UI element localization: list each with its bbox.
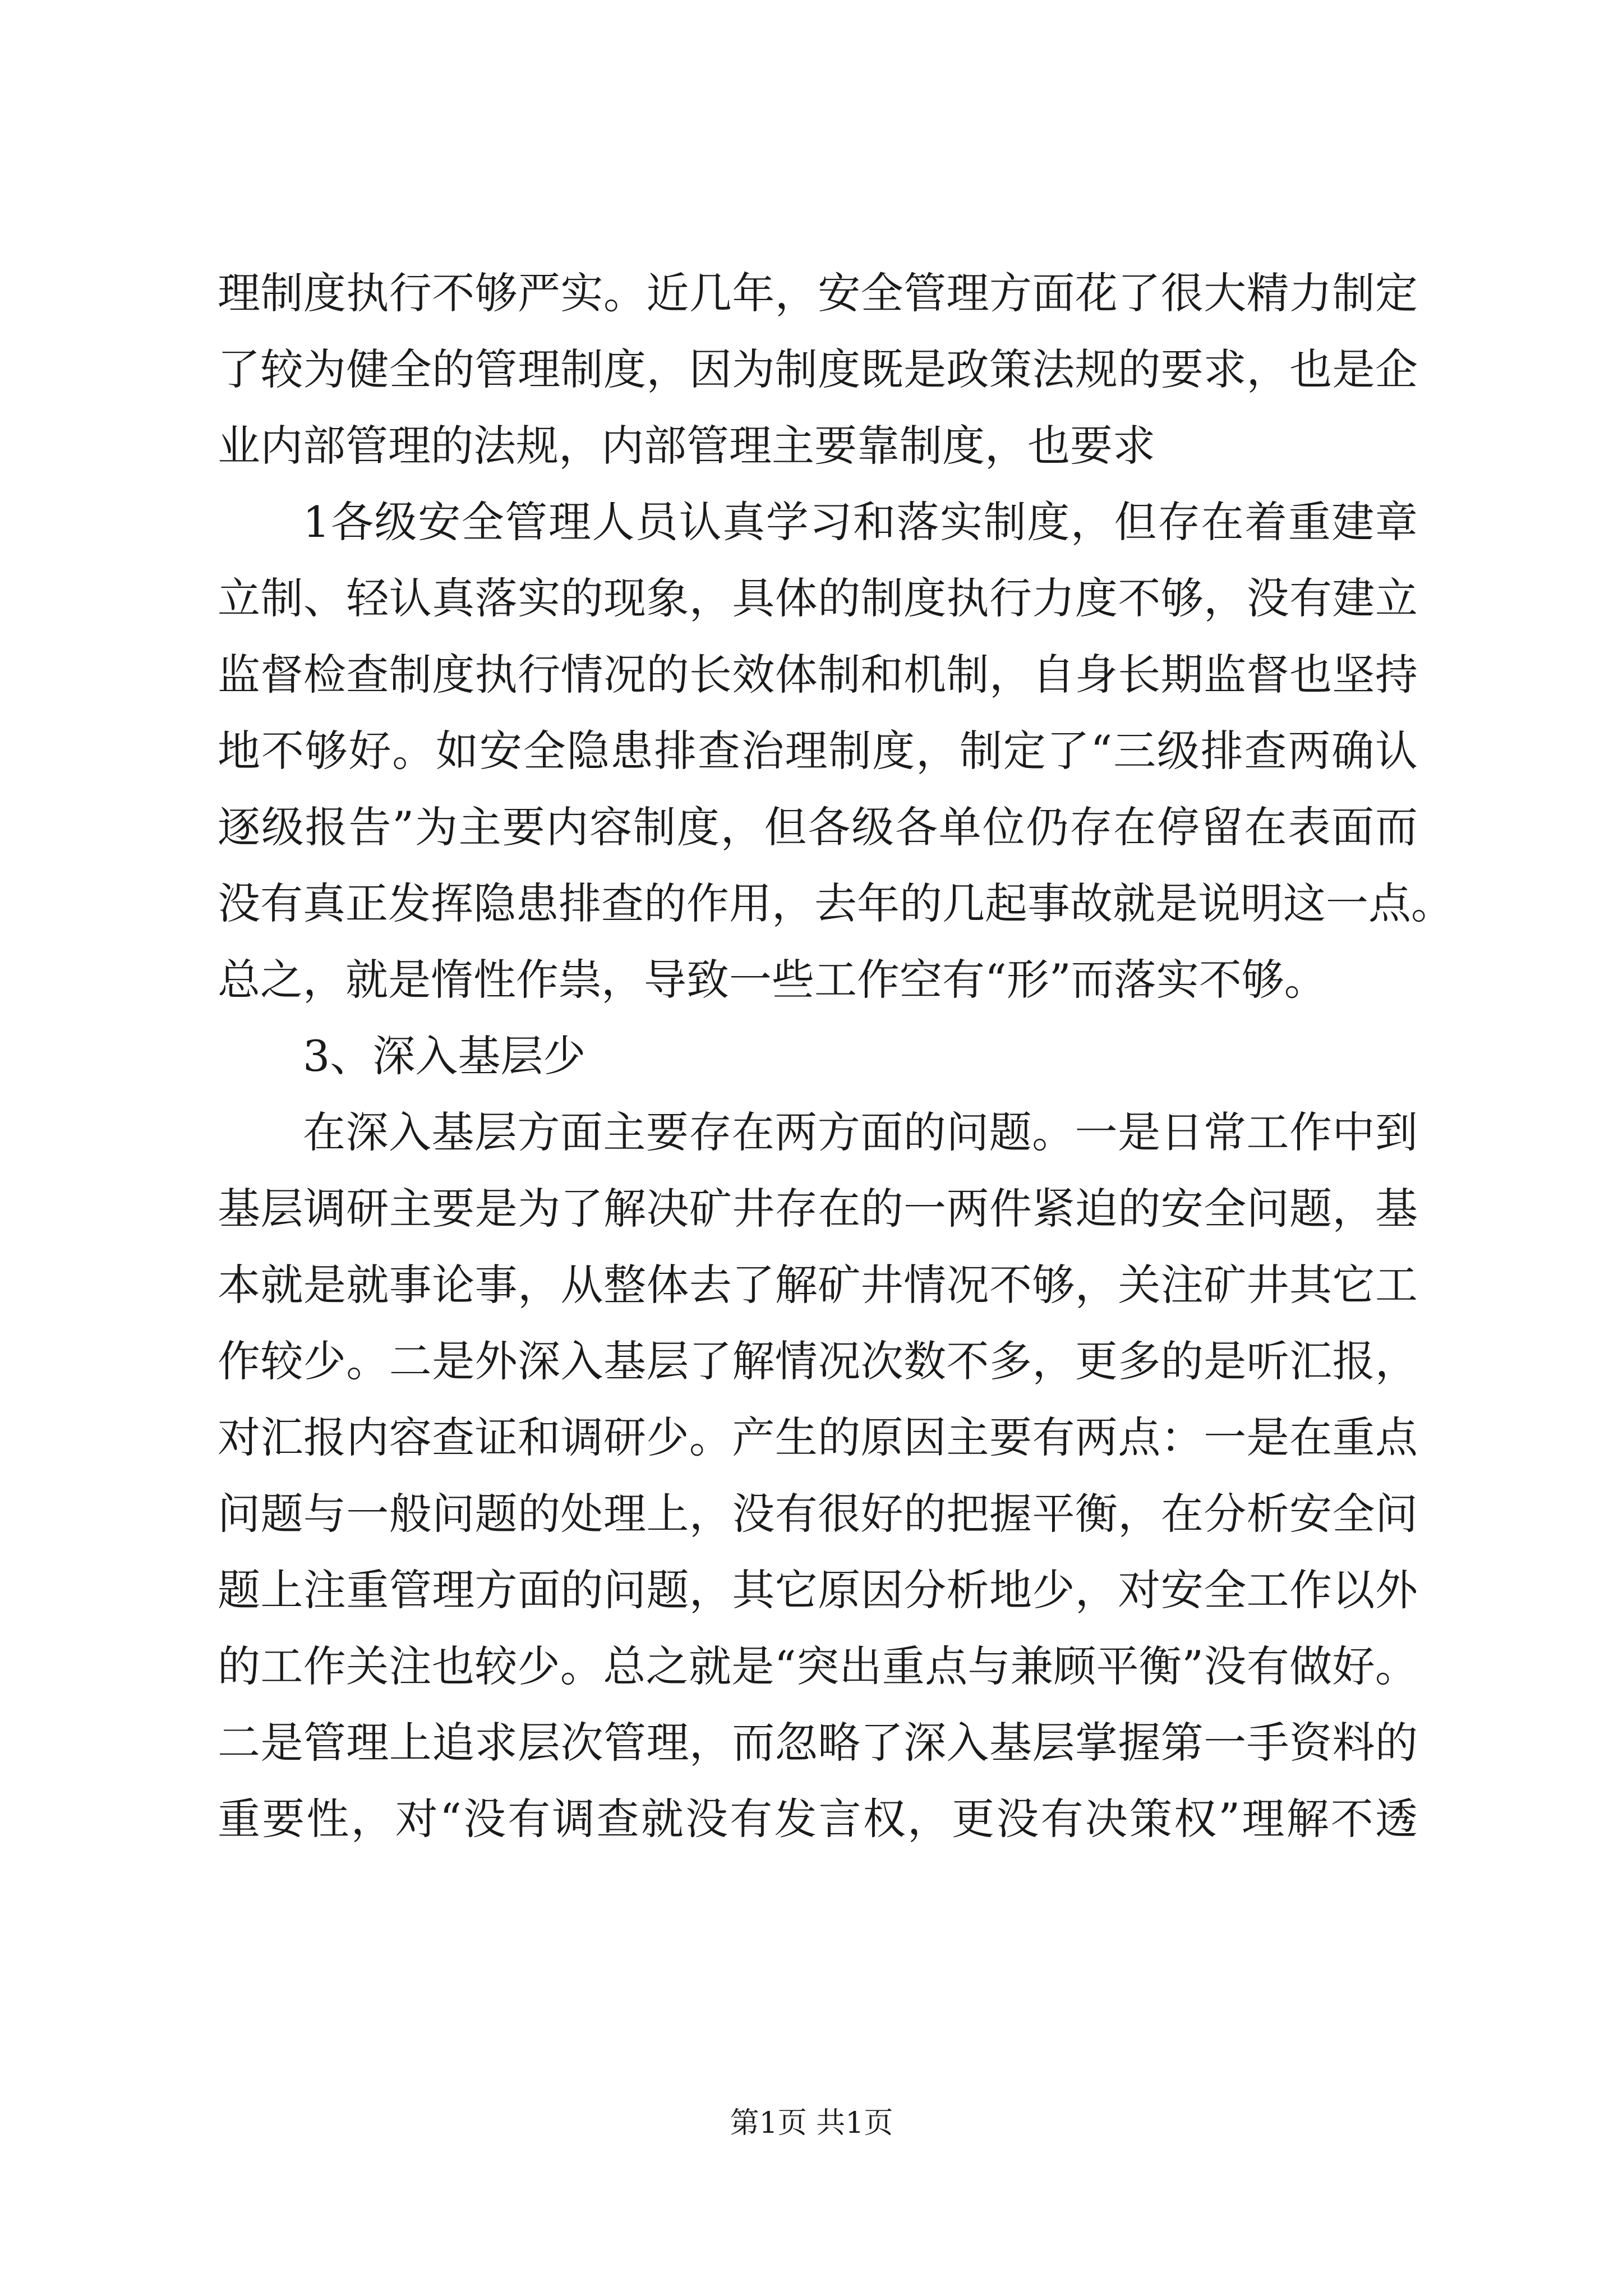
text-line: 没有真正发挥隐患排查的作用，去年的几起事故就是说明这一点。 [218,878,1454,928]
document-body [218,255,1454,1857]
text-line: 监督检查制度执行情况的长效体制和机制，自身长期监督也坚持 [218,650,1418,700]
text-line: 重要性，对“没有调查就没有发言权，更没有决策权”理解不透 [218,1794,1418,1844]
text-line: 地不够好。如安全隐患排查治理制度，制定了“三级排查两确认 [218,726,1418,776]
text-line: 本就是就事论事，从整体去了解矿井情况不够，关注矿井其它工 [218,1260,1418,1310]
text-line: 业内部管理的法规，内部管理主要靠制度，也要求 [218,421,1155,471]
text-line: 作较少。二是外深入基层了解情况次数不多，更多的是听汇报， [218,1336,1418,1386]
text-line: 立制、轻认真落实的现象，具体的制度执行力度不够，没有建立 [218,573,1418,623]
text-line: 在深入基层方面主要存在两方面的问题。一是日常工作中到 [303,1107,1418,1157]
text-line: 1各级安全管理人员认真学习和落实制度，但存在着重建章 [303,497,1418,547]
text-line: 二是管理上追求层次管理，而忽略了深入基层掌握第一手资料的 [218,1718,1418,1768]
text-line: 对汇报内容查证和调研少。产生的原因主要有两点：一是在重点 [218,1412,1418,1462]
page-footer: 第1页 共1页 [730,2106,893,2140]
text-line: 基层调研主要是为了解决矿井存在的一两件紧迫的安全问题，基 [218,1184,1418,1234]
text-line: 逐级报告”为主要内容制度，但各级各单位仍存在停留在表面而 [218,802,1418,852]
text-line: 问题与一般问题的处理上，没有很好的把握平衡，在分析安全问 [218,1489,1418,1539]
text-line: 了较为健全的管理制度，因为制度既是政策法规的要求，也是企 [218,344,1418,394]
text-line: 3、深入基层少 [303,1031,586,1081]
text-line: 题上注重管理方面的问题，其它原因分析地少，对安全工作以外 [218,1565,1418,1615]
text-line: 的工作关注也较少。总之就是“突出重点与兼顾平衡”没有做好。 [218,1641,1418,1691]
text-line: 理制度执行不够严实。近几年，安全管理方面花了很大精力制定 [218,268,1418,318]
text-line: 总之，就是惰性作祟，导致一些工作空有“形”而落实不够。 [218,955,1327,1005]
